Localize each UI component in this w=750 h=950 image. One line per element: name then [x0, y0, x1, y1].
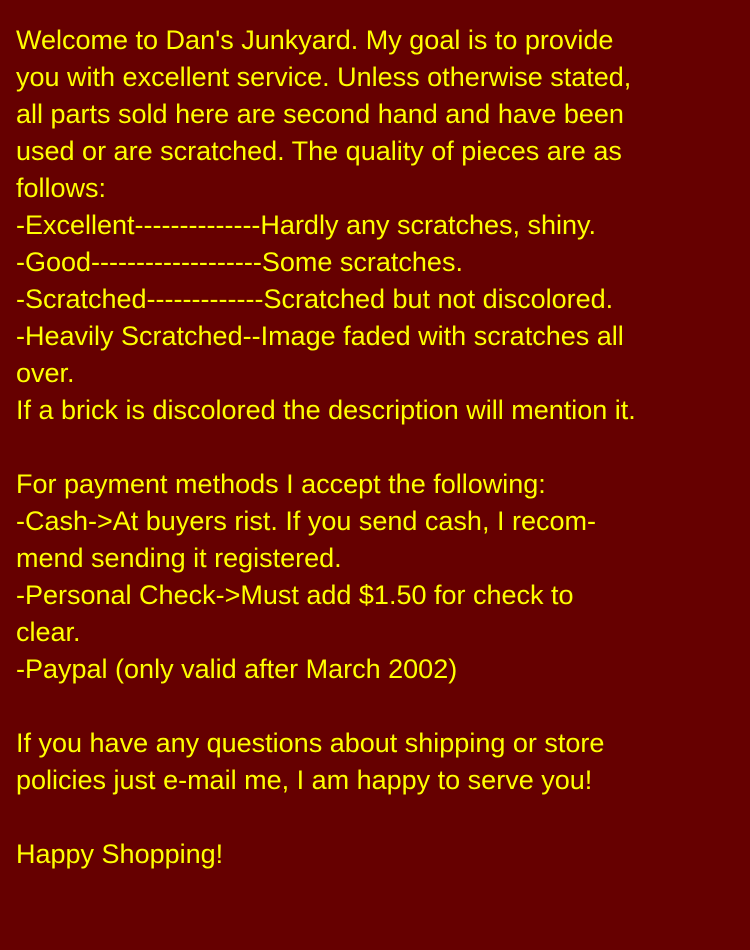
intro-line: you with excellent service. Unless otherwise stated,	[16, 62, 632, 92]
questions-line: If you have any questions about shipping or store	[16, 728, 605, 758]
payment-heading: For payment methods I accept the following:	[16, 469, 546, 499]
intro-line: Welcome to Dan's Junkyard. My goal is to provide	[16, 25, 614, 55]
payment-method-item: -Cash->At buyers rist. If you send cash, I recom-	[16, 506, 596, 536]
questions-paragraph	[16, 725, 750, 799]
payment-method-item: clear.	[16, 617, 81, 647]
quality-grade-item: -Scratched-------------Scratched but not discolored.	[16, 284, 614, 314]
intro-line: used or are scratched. The quality of pieces are as	[16, 136, 622, 166]
closing-message: Happy Shopping!	[16, 839, 224, 869]
discolor-note: If a brick is discolored the description will mention it.	[16, 395, 636, 425]
payment-methods-list	[16, 503, 750, 688]
payment-method-item: -Personal Check->Must add $1.50 for check to	[16, 580, 574, 610]
intro-line: follows:	[16, 173, 107, 203]
quality-grade-item: over.	[16, 358, 75, 388]
spacer	[16, 688, 750, 725]
spacer	[16, 799, 750, 836]
spacer	[16, 429, 750, 466]
quality-grades-list	[16, 207, 750, 392]
quality-grade-item: -Heavily Scratched--Image faded with scratches all	[16, 321, 624, 351]
payment-method-item: mend sending it registered.	[16, 543, 342, 573]
intro-paragraph	[16, 22, 750, 207]
payment-method-item: -Paypal (only valid after March 2002)	[16, 654, 458, 684]
questions-line: policies just e-mail me, I am happy to serve you!	[16, 765, 593, 795]
quality-grade-item: -Good-------------------Some scratches.	[16, 247, 463, 277]
intro-line: all parts sold here are second hand and have been	[16, 99, 624, 129]
quality-grade-item: -Excellent--------------Hardly any scratches, shiny.	[16, 210, 597, 240]
